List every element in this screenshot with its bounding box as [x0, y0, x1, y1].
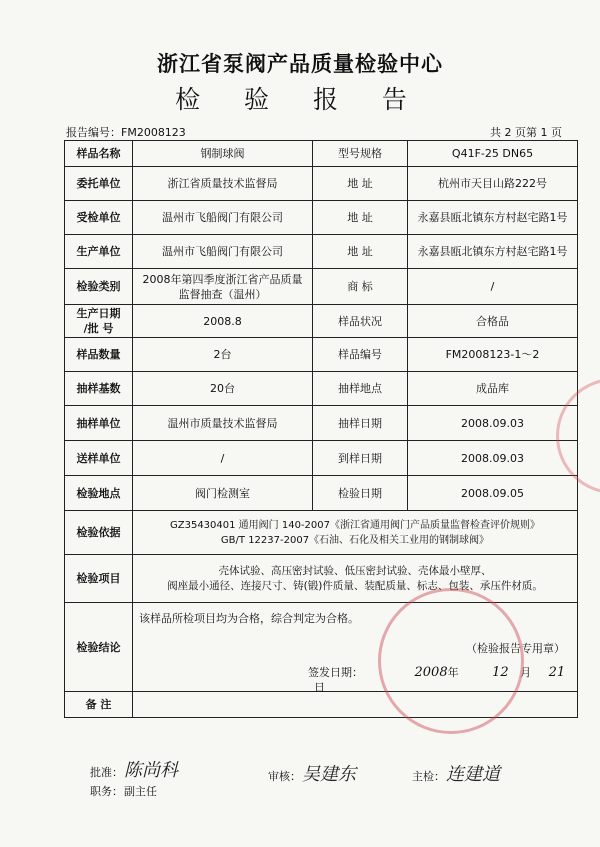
category-value — [133, 269, 313, 305]
conclusion-label: 检验结论 — [65, 603, 133, 692]
production-date-label-2: /批 号 — [83, 322, 114, 335]
sample-date-value: 2008.09.03 — [408, 406, 578, 441]
inspection-seal — [378, 588, 524, 734]
site-label: 抽样地点 — [313, 372, 408, 406]
sample-name-label: 样品名称 — [65, 141, 133, 167]
inspected-address-value: 永嘉县瓯北镇东方村赵宅路1号 — [408, 201, 578, 235]
inspected-address-label: 地 址 — [313, 201, 408, 235]
category-line-2: 监督抽查（温州） — [178, 287, 267, 301]
client-address-value: 杭州市天目山路222号 — [408, 167, 578, 201]
stamp-note: （检验报告专用章） — [466, 642, 565, 655]
items-line-1: 壳体试验、高压密封试验、低压密封试验、壳体最小壁厚、 — [218, 564, 492, 577]
inspected-unit-label: 受检单位 — [65, 201, 133, 235]
table-row — [65, 141, 578, 167]
sample-name-value: 钢制球阀 — [133, 141, 313, 167]
quantity-value: 2台 — [133, 338, 313, 372]
position-value: 副主任 — [124, 785, 157, 798]
sign-date-year: 2008 — [414, 665, 448, 680]
sign-date-month: 12 — [492, 665, 509, 680]
sender-value: / — [133, 441, 313, 476]
table-row — [65, 406, 578, 441]
client-label: 委托单位 — [65, 167, 133, 201]
producer-label: 生产单位 — [65, 235, 133, 269]
review-signature: 吴建东 — [302, 764, 356, 785]
producer-address-value: 永嘉县瓯北镇东方村赵宅路1号 — [408, 235, 578, 269]
chief-label: 主检： — [412, 770, 445, 783]
position-label: 职务： — [90, 785, 123, 798]
trademark-value: / — [408, 269, 578, 305]
sampler-value: 温州市质量技术监督局 — [133, 406, 313, 441]
conclusion-text: 该样品所检项目均为合格，综合判定为合格。 — [139, 612, 359, 625]
producer-value: 温州市飞船阀门有限公司 — [133, 235, 313, 269]
table-row — [65, 338, 578, 372]
client-value: 浙江省质量技术监督局 — [133, 167, 313, 201]
basis-value — [133, 511, 578, 555]
table-row — [65, 167, 578, 201]
page-count: 共 2 页第 1 页 — [490, 126, 562, 139]
organization-name: 浙江省泵阀产品质量检验中心 — [157, 52, 443, 76]
table-row — [65, 441, 578, 476]
sign-date-label: 签发日期： — [308, 666, 363, 679]
model-label: 型号规格 — [313, 141, 408, 167]
items-label: 检验项目 — [65, 555, 133, 603]
sample-no-label: 样品编号 — [313, 338, 408, 372]
production-date-value: 2008.8 — [133, 305, 313, 338]
items-line-2: 阀座最小通径、连接尺寸、铸(锻)件质量、装配质量、标志、包装、承压件材质。 — [167, 579, 543, 592]
table-row — [65, 555, 578, 603]
items-value — [133, 555, 578, 603]
basis-line-1: GZ35430401 通用阀门 140-2007《浙江省通用阀门产品质量监督检查评价规则》 — [170, 519, 540, 531]
sample-status-value: 合格品 — [408, 305, 578, 338]
sampler-label: 抽样单位 — [65, 406, 133, 441]
report-title: 检 验 报 告 — [175, 85, 425, 114]
sample-date-label: 抽样日期 — [313, 406, 408, 441]
table-row — [65, 269, 578, 305]
quantity-label: 样品数量 — [65, 338, 133, 372]
review-label: 审核： — [268, 770, 301, 783]
base-value: 20台 — [133, 372, 313, 406]
location-label: 检验地点 — [65, 476, 133, 511]
production-date-label-1: 生产日期 — [76, 307, 121, 320]
inspected-unit-value: 温州市飞船阀门有限公司 — [133, 201, 313, 235]
day-char: 日 — [314, 681, 325, 694]
test-date-value: 2008.09.05 — [408, 476, 578, 511]
approve-signature: 陈尚科 — [124, 760, 178, 781]
chief-signature: 连建道 — [446, 764, 500, 785]
location-value: 阀门检测室 — [133, 476, 313, 511]
table-row — [65, 511, 578, 555]
remarks-label: 备 注 — [65, 692, 133, 718]
model-value: Q41F-25 DN65 — [408, 141, 578, 167]
basis-label: 检验依据 — [65, 511, 133, 555]
sender-label: 送样单位 — [65, 441, 133, 476]
trademark-label: 商 标 — [313, 269, 408, 305]
month-char: 月 — [520, 666, 532, 679]
table-row — [65, 372, 578, 406]
sample-no-value: FM2008123-1～2 — [408, 338, 578, 372]
approve-label: 批准： — [90, 766, 123, 779]
sign-date-day: 21 — [548, 665, 566, 680]
arrival-date-label: 到样日期 — [313, 441, 408, 476]
base-label: 抽样基数 — [65, 372, 133, 406]
arrival-date-value: 2008.09.03 — [408, 441, 578, 476]
category-label: 检验类别 — [65, 269, 133, 305]
site-value: 成品库 — [408, 372, 578, 406]
year-char: 年 — [447, 666, 459, 679]
test-date-label: 检验日期 — [313, 476, 408, 511]
basis-line-2: GB/T 12237-2007《石油、石化及相关工业用的钢制球阀》 — [220, 534, 490, 546]
table-row — [65, 305, 578, 338]
table-row — [65, 476, 578, 511]
category-line-1: 2008年第四季度浙江省产品质量 — [142, 272, 303, 286]
producer-address-label: 地 址 — [313, 235, 408, 269]
table-row — [65, 235, 578, 269]
sample-status-label: 样品状况 — [313, 305, 408, 338]
table-row — [65, 201, 578, 235]
production-date-label — [65, 305, 133, 338]
client-address-label: 地 址 — [313, 167, 408, 201]
report-number: 报告编号：FM2008123 — [66, 126, 186, 139]
